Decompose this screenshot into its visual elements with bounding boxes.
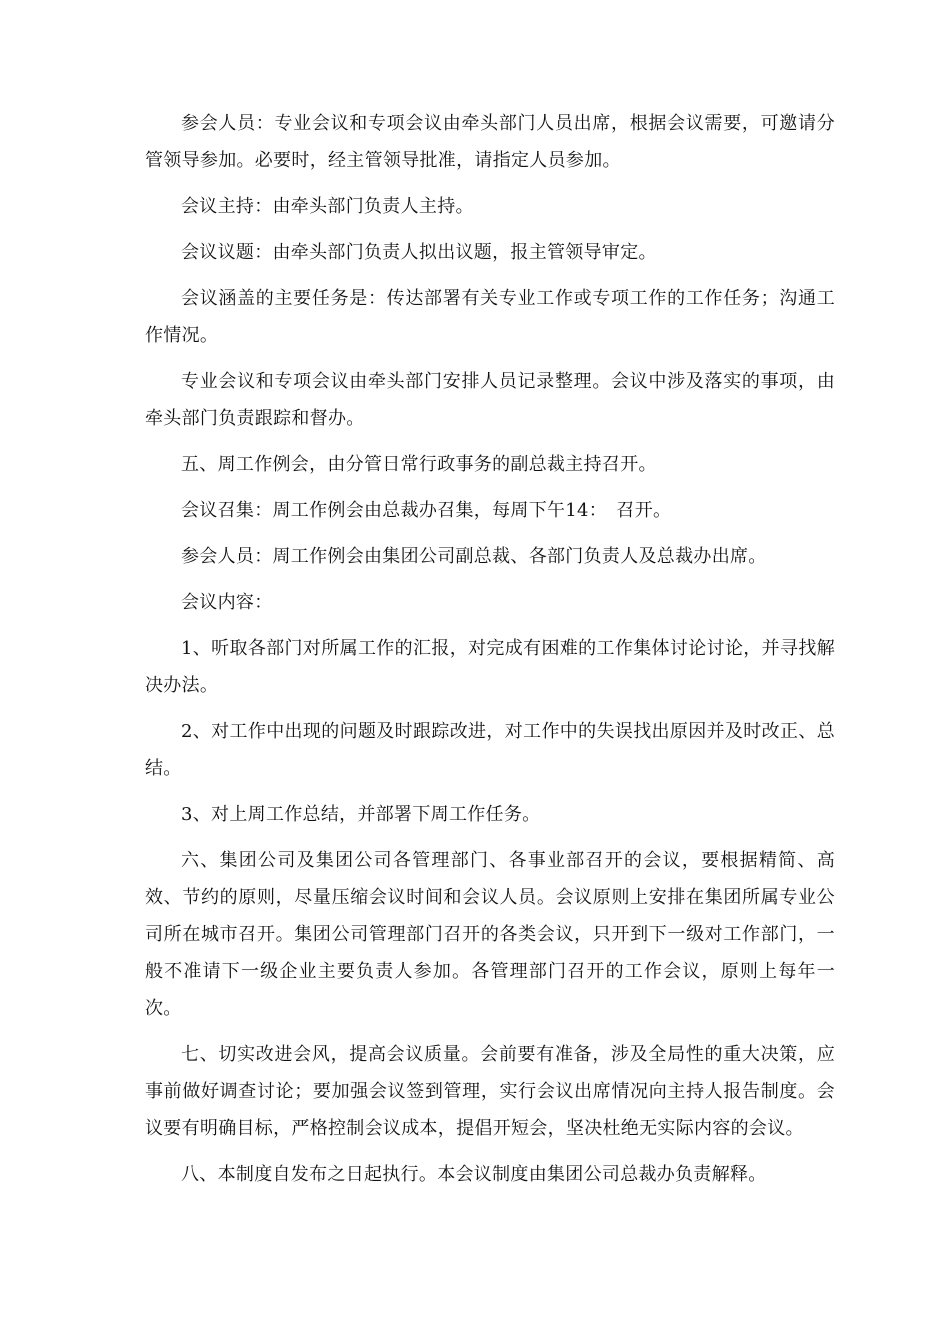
paragraph-section-six: 六、集团公司及集团公司各管理部门、各事业部召开的会议，要根据精简、高效、节约的原则，尽量压缩会议时间和会议人员。会议原则上安排在集团所属专业公司所在城市召开。集团公司管理部门召开的各类会议，只开到下一级对工作部门，一般不准请下一级企业主要负责人参加。各管理部门召开的工作会议，原则上每年一次。 [145, 850, 835, 1019]
paragraph-main-tasks: 会议涵盖的主要任务是：传达部署有关专业工作或专项工作的工作任务；沟通工作情况。 [145, 288, 835, 346]
paragraph-weekly-convene: 会议召集：周工作例会由总裁办召集，每周下午14： 召开。 [181, 500, 672, 521]
paragraph-section-seven: 七、切实改进会风，提高会议质量。会前要有准备，涉及全局性的重大决策，应事前做好调查讨论；要加强会议签到管理，实行会议出席情况向主持人报告制度。会议要有明确目标，严格控制会议成本，提倡开短会，坚决杜绝无实际内容的会议。 [145, 1044, 835, 1139]
paragraph-host: 会议主持：由牵头部门负责人主持。 [181, 196, 474, 217]
paragraph-section-eight: 八、本制度自发布之日起执行。本会议制度由集团公司总裁办负责解释。 [181, 1164, 767, 1185]
paragraph-meeting-content: 会议内容： [181, 592, 273, 613]
paragraph-minutes: 专业会议和专项会议由牵头部门安排人员记录整理。会议中涉及落实的事项，由牵头部门负责跟踪和督办。 [145, 371, 835, 429]
paragraph-item-3: 3、对上周工作总结，并部署下周工作任务。 [181, 804, 541, 825]
paragraph-topics: 会议议题：由牵头部门负责人拟出议题，报主管领导审定。 [181, 242, 657, 263]
paragraph-weekly-attendees: 参会人员：周工作例会由集团公司副总裁、各部门负责人及总裁办出席。 [181, 546, 767, 567]
document-body [145, 105, 835, 1202]
paragraph-item-1: 1、听取各部门对所属工作的汇报，对完成有困难的工作集体讨论讨论，并寻找解决办法。 [145, 638, 835, 696]
paragraph-attendees: 参会人员：专业会议和专项会议由牵头部门人员出席，根据会议需要，可邀请分管领导参加。必要时，经主管领导批准，请指定人员参加。 [145, 113, 835, 171]
paragraph-item-2: 2、对工作中出现的问题及时跟踪改进，对工作中的失误找出原因并及时改正、总结。 [145, 721, 835, 779]
paragraph-section-five: 五、周工作例会，由分管日常行政事务的副总裁主持召开。 [181, 454, 657, 475]
